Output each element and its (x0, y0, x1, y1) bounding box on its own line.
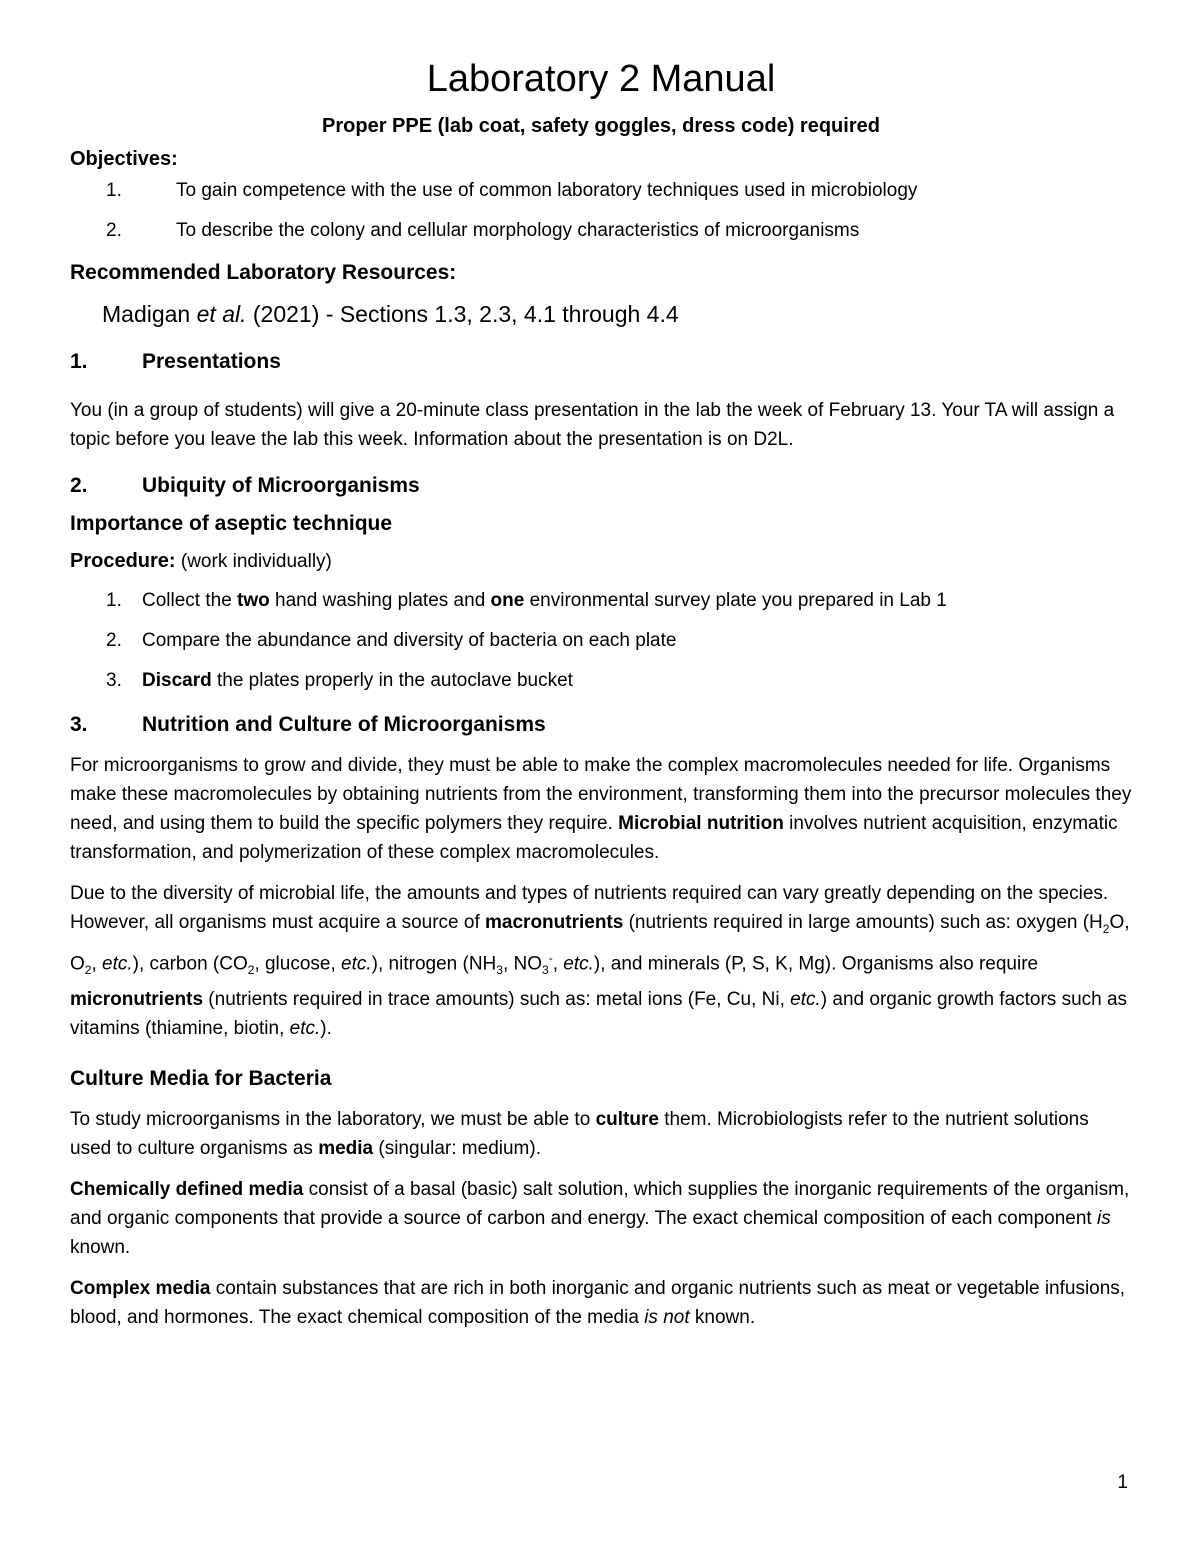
objectives-label: Objectives: (70, 148, 178, 170)
nutrition-paragraph-2: Due to the diversity of microbial life, the amounts and types of nutrients required can vary greatly depending on the species. However, all organisms must acquire a source of macronutrients (nutrients required in large amounts) such as: oxygen ($H_2O$, $O_2$, etc.), carbon ($CO_2$, glucose, etc.), nitrogen ($NH_3$, $NO_3^-$, etc.), and minerals (P, S, K, Mg). Organisms also require micronutrients (nutrients required in trace amounts) such as: metal ions (Fe, Cu, Ni, etc.) and organic growth factors such as vitamins (thiamine, biotin, etc.). (70, 883, 1130, 1039)
list-item: 3. Discard the plates properly in the autoclave bucket (106, 670, 573, 691)
culture-media-heading: Culture Media for Bacteria (70, 1066, 332, 1090)
section-heading-ubiquity: 2. Ubiquity of Microorganisms (70, 474, 420, 497)
complex-media-paragraph: Complex media contain substances that are rich in both inorganic and organic nutrients such as meat or vegetable infusions, blood, and hormones. The exact chemical composition of the media is not known. (70, 1277, 1126, 1328)
list-item: 1. To gain competence with the use of common laboratory techniques used in microbiology (106, 180, 918, 201)
document-page (70, 58, 1132, 1344)
list-item: 1. Collect the two hand washing plates and one environmental survey plate you prepared in Lab 1 (106, 590, 947, 611)
procedure-list (70, 589, 1132, 693)
objectives-list (70, 179, 1132, 243)
resources-reference: Madigan et al. (2021) - Sections 1.3, 2.3, 4.1 through 4.4 (102, 301, 679, 327)
list-item: 2. Compare the abundance and diversity of bacteria on each plate (106, 630, 677, 651)
presentations-text: You (in a group of students) will give a 20-minute class presentation in the lab the week of February 13. Your TA will assign a topic before you leave the lab this week. Information about the presentation is on D2L. (70, 400, 1115, 450)
section-heading-presentations: 1. Presentations (70, 350, 281, 373)
aseptic-subheading: Importance of aseptic technique (70, 512, 393, 535)
ppe-notice: Proper PPE (lab coat, safety goggles, dress code) required (322, 115, 880, 137)
section-heading-nutrition: 3. Nutrition and Culture of Microorganisms (70, 713, 546, 736)
page-title: Laboratory 2 Manual (426, 58, 776, 100)
defined-media-paragraph: Chemically defined media consist of a basal (basic) salt solution, which supplies the inorganic requirements of the organism, and organic components that provide a source of carbon and energy. The exact chemical composition of each component is known. (70, 1178, 1130, 1258)
culture-paragraph: To study microorganisms in the laboratory, we must be able to culture them. Microbiologists refer to the nutrient solutions used to culture organisms as media (singular: medium). (70, 1108, 1089, 1159)
resources-heading: Recommended Laboratory Resources: (70, 261, 457, 284)
procedure-label: Procedure: (work individually) (70, 550, 332, 572)
page-number: 1 (1117, 1472, 1128, 1493)
list-item: 2. To describe the colony and cellular morphology characteristics of microorganisms (106, 220, 860, 241)
nutrition-paragraph-1: For microorganisms to grow and divide, they must be able to make the complex macromolecules needed for life. Organisms make these macromolecules by obtaining nutrients from the environment, transforming them into the precursor molecules they need, and using them to build the specific polymers they require. Microbial nutrition involves nutrient acquisition, enzymatic transformation, and polymerization of these complex macromolecules. (70, 755, 1132, 863)
